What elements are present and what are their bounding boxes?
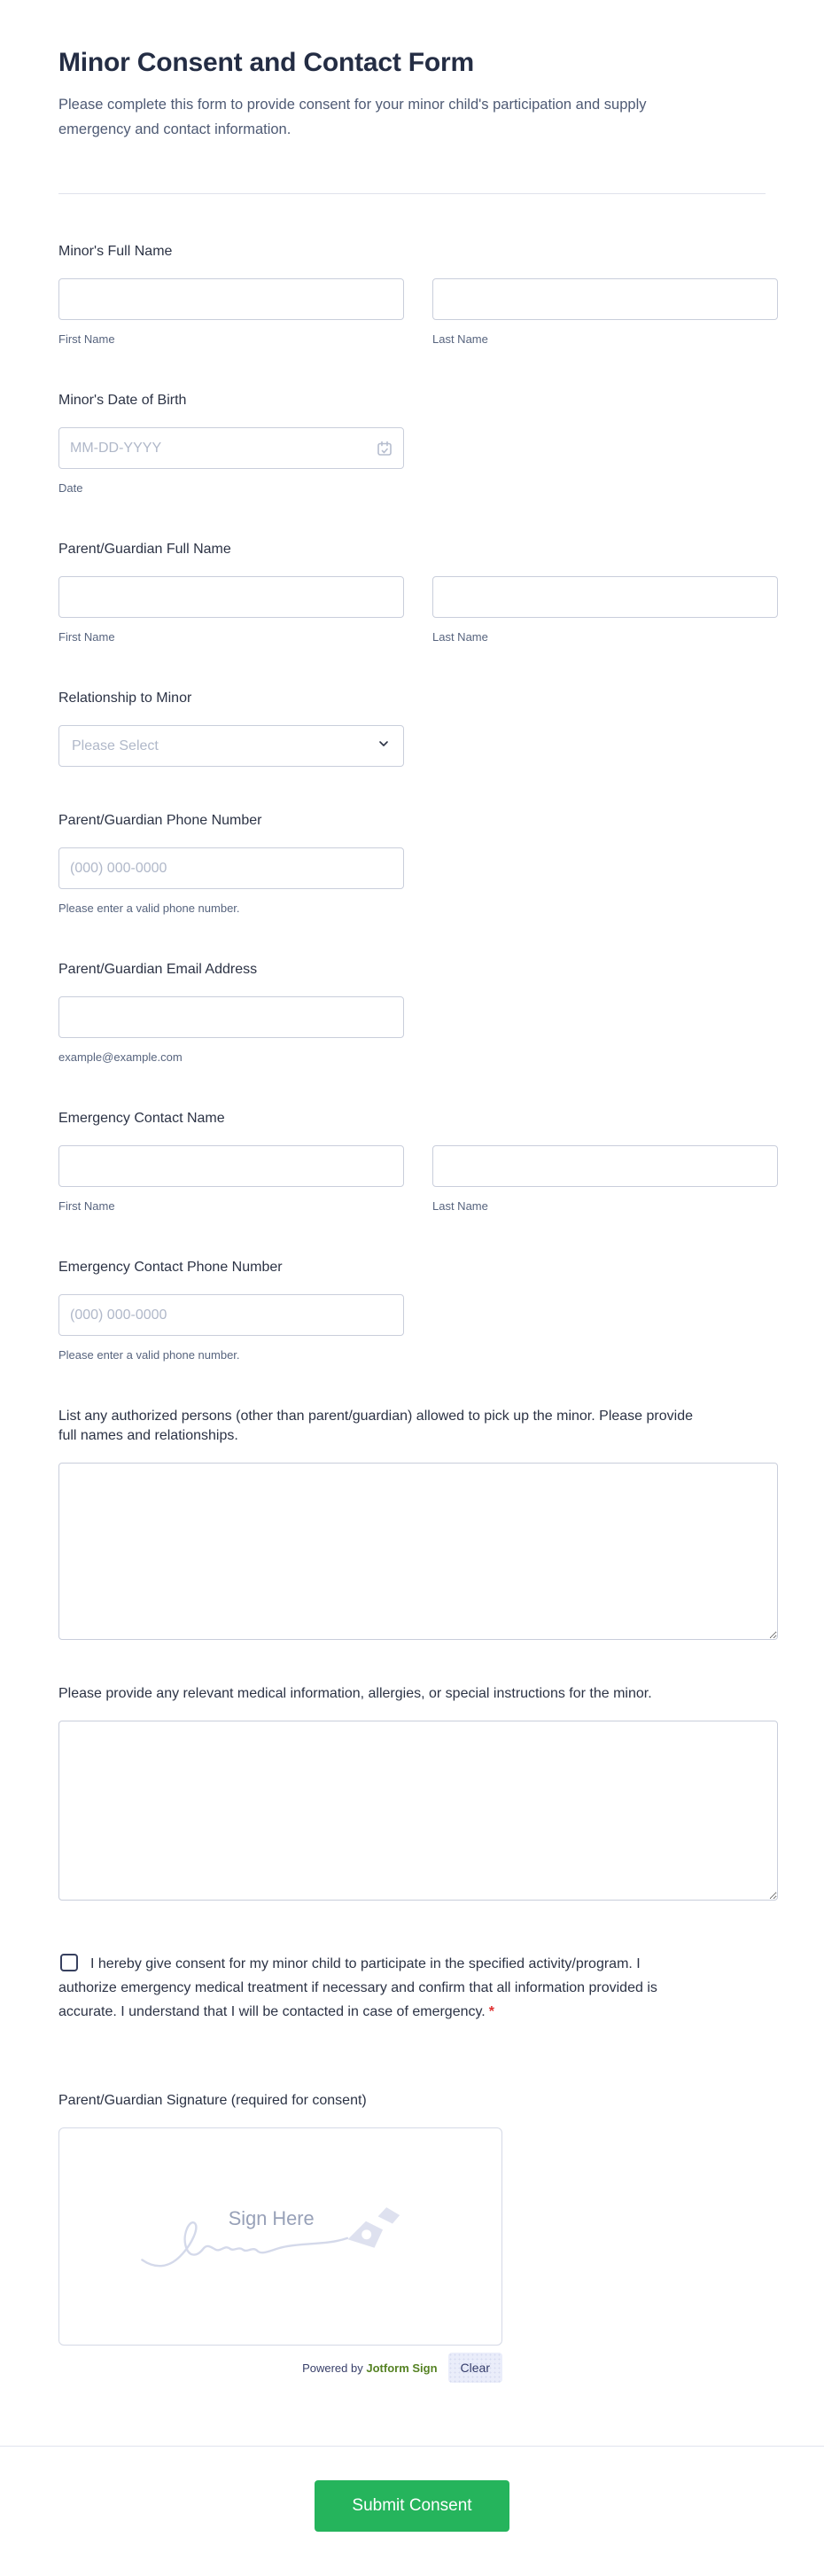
emergency-phone-input[interactable] <box>58 1294 404 1336</box>
emergency-first-name-input[interactable] <box>58 1145 404 1187</box>
field-label: Please provide any relevant medical information, allergies, or special instructions for the minor. <box>58 1686 652 1701</box>
powered-by-label: Powered by <box>302 2361 363 2375</box>
signature-footer <box>58 2353 502 2383</box>
sublabel-last-name: Last Name <box>432 630 488 644</box>
field-authorized-pickup <box>58 1407 778 1640</box>
field-emergency-name <box>58 1109 778 1214</box>
field-label: List any authorized persons (other than parent/guardian) allowed to pick up the minor. Please provide full names and relationships. <box>58 1409 693 1443</box>
signature-pad[interactable] <box>58 2127 502 2346</box>
sublabel-first-name: First Name <box>58 630 115 644</box>
sublabel-last-name: Last Name <box>432 1199 488 1213</box>
field-consent <box>58 1952 778 2024</box>
signature-placeholder-graphic <box>139 2189 423 2285</box>
clear-signature-button[interactable]: Clear <box>448 2353 502 2383</box>
field-minor-dob <box>58 391 778 496</box>
select-placeholder: Please Select <box>72 738 159 753</box>
field-label: Parent/Guardian Phone Number <box>58 813 262 828</box>
field-signature <box>58 2091 778 2383</box>
chevron-down-icon <box>377 737 391 755</box>
sublabel-first-name: First Name <box>58 332 115 346</box>
authorized-pickup-textarea[interactable] <box>58 1463 778 1640</box>
form-header <box>0 0 824 194</box>
consent-text: I hereby give consent for my minor child to participate in the specified activity/program. I authorize emergency medical treatment if necessary and confirm that all information provided is accurate. I understand that I will be contacted in case of emergency. <box>58 1956 657 2019</box>
page-title: Minor Consent and Contact Form <box>58 48 474 77</box>
powered-by-text <box>302 2361 437 2375</box>
jotform-sign-brand[interactable]: Jotform Sign <box>366 2361 438 2375</box>
minor-last-name-input[interactable] <box>432 278 778 320</box>
field-emergency-phone <box>58 1258 778 1362</box>
sublabel-phone-hint: Please enter a valid phone number. <box>58 902 240 915</box>
header-divider <box>58 193 766 194</box>
pen-nib-icon <box>347 2207 400 2248</box>
submit-button[interactable]: Submit Consent <box>315 2480 509 2532</box>
required-asterisk: * <box>488 2004 494 2019</box>
guardian-email-input[interactable] <box>58 996 404 1038</box>
consent-row <box>58 1952 698 2024</box>
sublabel-phone-hint: Please enter a valid phone number. <box>58 1348 240 1362</box>
page-subtitle: Please complete this form to provide consent for your minor child's participation and supply emergency and contact information. <box>58 97 647 137</box>
dob-input[interactable] <box>58 427 404 469</box>
field-guardian-phone <box>58 811 778 916</box>
field-minor-name <box>58 242 778 347</box>
field-label: Minor's Date of Birth <box>58 393 187 408</box>
field-label: Parent/Guardian Signature (required for consent) <box>58 2093 367 2108</box>
footer-divider <box>0 2446 824 2447</box>
field-label: Emergency Contact Phone Number <box>58 1260 283 1275</box>
sublabel-last-name: Last Name <box>432 332 488 346</box>
guardian-first-name-input[interactable] <box>58 576 404 618</box>
field-guardian-email <box>58 960 778 1065</box>
guardian-last-name-input[interactable] <box>432 576 778 618</box>
guardian-phone-input[interactable] <box>58 847 404 889</box>
field-label: Parent/Guardian Full Name <box>58 542 231 557</box>
field-label: Relationship to Minor <box>58 691 192 706</box>
sublabel-date: Date <box>58 481 83 495</box>
sublabel-email-hint: example@example.com <box>58 1050 183 1064</box>
minor-first-name-input[interactable] <box>58 278 404 320</box>
sign-here-text: Sign Here <box>228 2206 315 2229</box>
field-relationship <box>58 689 778 767</box>
field-label: Emergency Contact Name <box>58 1111 225 1126</box>
field-label: Parent/Guardian Email Address <box>58 962 258 977</box>
field-medical-info <box>58 1684 778 1901</box>
consent-checkbox[interactable] <box>60 1954 78 1971</box>
field-guardian-name <box>58 540 778 644</box>
relationship-select[interactable] <box>58 725 404 767</box>
sublabel-first-name: First Name <box>58 1199 115 1213</box>
form-body <box>0 242 824 2383</box>
calendar-icon[interactable] <box>374 438 395 459</box>
field-label: Minor's Full Name <box>58 244 173 259</box>
medical-info-textarea[interactable] <box>58 1721 778 1901</box>
emergency-last-name-input[interactable] <box>432 1145 778 1187</box>
